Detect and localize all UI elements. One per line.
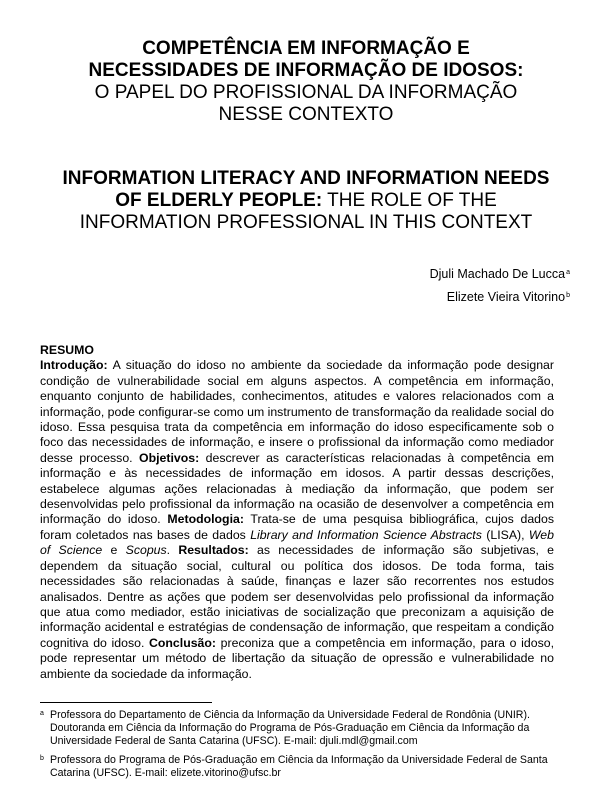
title-portuguese bbox=[40, 38, 572, 126]
title-en-line-1: INFORMATION LITERACY AND INFORMATION NEEDS bbox=[62, 168, 550, 189]
conclusion-text: preconiza que a competência em informação, para o idoso, pode representar um método de libertação da situação de opressão e vulnerabilidade no ambiente da sociedade da informação. bbox=[40, 635, 554, 681]
footnote-a-text: Professora do Departamento de Ciência da Informação da Universidade Federal de Rondônia (UNIR). Doutoranda em Ciência da Informação do Programa de Pós-Graduação em Ciência da Informação da Universidade Federal de Santa Catarina (UFSC). E-mail: djuli.mdl@gmail.com bbox=[50, 709, 530, 747]
intro-label: Introdução: bbox=[40, 358, 108, 373]
intro-text: A situação do idoso no ambiente da sociedade da informação pode designar condição de vulnerabilidade social em alguns aspectos. A competência em informação, enquanto conjunto de habilidades, conhecimentos, atitudes e valores relacionados com a informação, pode configurar-se como um instrumento de transformação da realidade social do idoso. Essa pesquisa trata da competência em informação do idoso especificamente sob o foco das necessidades de informação, e insere o profissional da informação como mediador desse processo. bbox=[40, 358, 555, 465]
footnote-b-text: Professora do Programa de Pós-Graduação em Ciência da Informação da Universidade Federal de Santa Catarina (UFSC). E-mail: elizete.vitorino@ufsc.br bbox=[50, 754, 548, 779]
database-lisa: Library and Information Science Abstracts bbox=[250, 527, 482, 542]
abstract-heading: RESUMO bbox=[40, 343, 94, 357]
abstract bbox=[40, 343, 554, 682]
footnote-b bbox=[40, 754, 564, 780]
title-english bbox=[40, 168, 572, 234]
author-2-mark: b bbox=[566, 292, 570, 299]
author-2 bbox=[430, 285, 570, 308]
methodology-text-b: (LISA), bbox=[481, 527, 529, 542]
methodology-label: Metodologia: bbox=[167, 512, 244, 527]
footnote-separator bbox=[40, 702, 212, 703]
title-en-line-2-rest: THE ROLE OF THE bbox=[322, 190, 497, 211]
results-text: as necessidades de informação são subjetivas, e dependem da situação social, cultural ou política dos idosos. De toda forma, tais necessidades são relacionadas à saúde, finanças e lazer são recorrentes nos estudos analisados. Dentre as ações que podem ser desenvolvidas pelo profissional da informação que atua como mediador, estão iniciativas de socialização que preconizam a aquisição de informação acidental e estratégias de condensação de informação, que respeitam a condição cognitiva do idoso. bbox=[40, 543, 554, 650]
author-list bbox=[430, 262, 570, 308]
author-1 bbox=[430, 262, 570, 285]
footnote-a-mark: a bbox=[40, 710, 44, 717]
objectives-text: descrever as características relacionadas à competência em informação e às necessidades de informação em idosos. A partir dessas descrições, estabelece algumas ações relacionadas à mediação da informação, que podem ser desenvolvidas pelo profissional da informação na ocasião de desenvolver a competência em informação do idoso. bbox=[40, 450, 554, 527]
title-en-line-2 bbox=[40, 190, 572, 212]
methodology-text-a: Trata-se de uma pesquisa bibliográfica, cujos dados foram coletados nas bases de dados bbox=[40, 512, 554, 542]
conclusion-label: Conclusão: bbox=[149, 635, 216, 650]
methodology-text-d: . bbox=[166, 543, 179, 558]
title-en-line-3: INFORMATION PROFESSIONAL IN THIS CONTEXT bbox=[79, 212, 533, 233]
title-pt-line-4: NESSE CONTEXTO bbox=[218, 104, 394, 125]
database-scopus: Scopus bbox=[125, 543, 167, 558]
objectives-label: Objetivos: bbox=[139, 450, 200, 465]
results-label: Resultados: bbox=[178, 543, 249, 558]
footnotes bbox=[40, 709, 564, 780]
methodology-text-c: e bbox=[102, 543, 126, 558]
author-2-name: Elizete Vieira Vitorino bbox=[446, 290, 566, 304]
footnote-a bbox=[40, 709, 564, 748]
author-1-mark: a bbox=[566, 269, 570, 276]
title-pt-line-2: NECESSIDADES DE INFORMAÇÃO DE IDOSOS: bbox=[88, 60, 524, 81]
database-wos: Web of Science bbox=[40, 527, 554, 558]
title-en-line-2-bold: OF ELDERLY PEOPLE: bbox=[115, 190, 323, 211]
title-pt-line-3: O PAPEL DO PROFISSIONAL DA INFORMAÇÃO bbox=[94, 82, 518, 103]
footnote-b-mark: b bbox=[40, 755, 44, 762]
author-1-name: Djuli Machado De Lucca bbox=[429, 267, 566, 281]
title-pt-line-1: COMPETÊNCIA EM INFORMAÇÃO E bbox=[142, 38, 470, 59]
